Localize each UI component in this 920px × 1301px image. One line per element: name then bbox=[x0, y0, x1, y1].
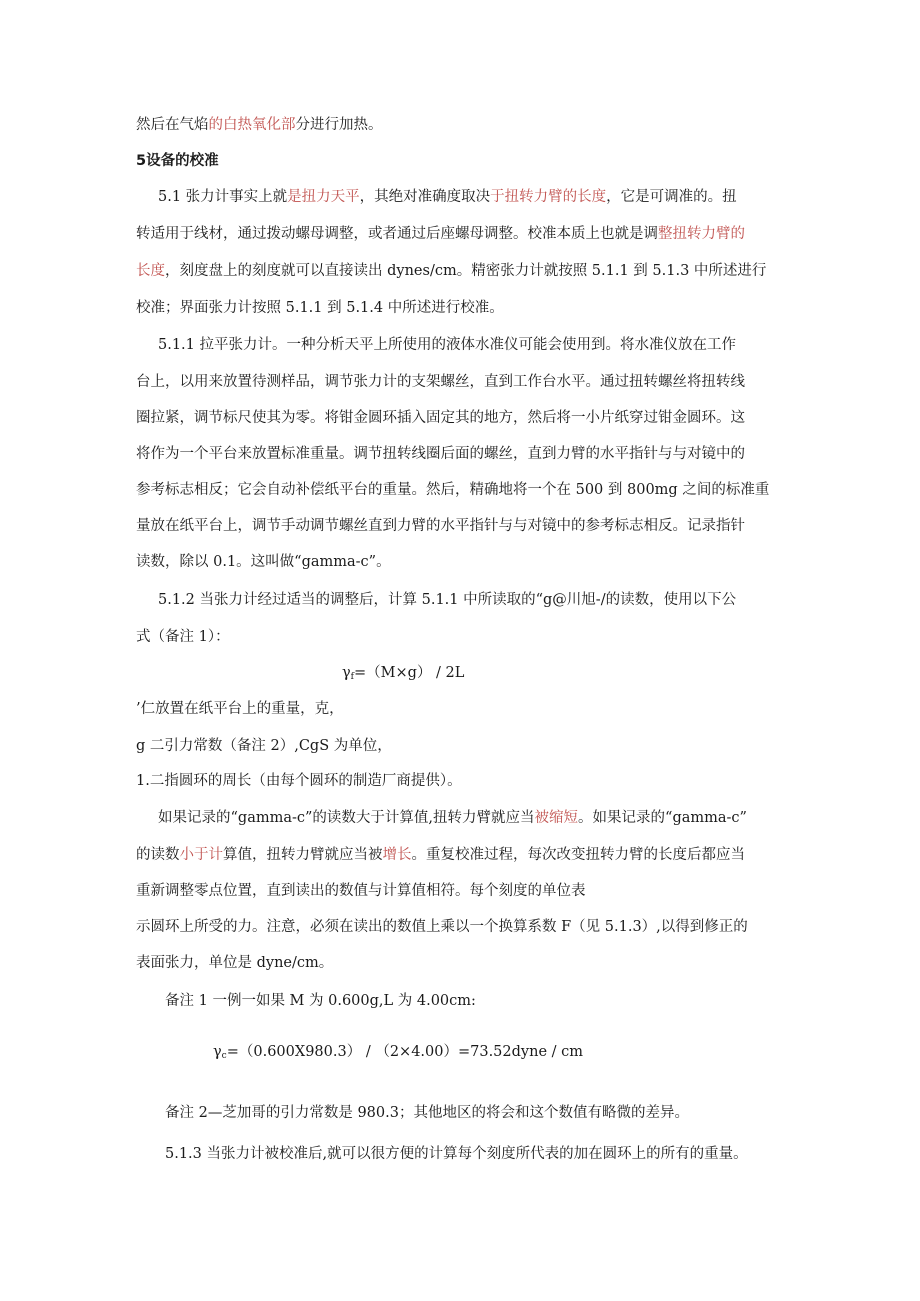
note-2-line: 备注 2—芝加哥的引力常数是 980.3；其他地区的将会和这个数值有略微的差异。 bbox=[165, 1105, 689, 1121]
highlight-span: 被缩短 bbox=[534, 810, 579, 826]
text-span: 的读数 bbox=[136, 847, 180, 863]
formula-subscript: f bbox=[350, 672, 355, 682]
text-span: 然后在气焰 bbox=[136, 117, 209, 133]
para-5-1-line-4: 校准；界面张力计按照 5.1.1 到 5.1.4 中所述进行校准。 bbox=[136, 300, 504, 316]
para-if-line-3: 重新调整零点位置，直到读出的数值与计算值相符。每个刻度的单位表 bbox=[136, 883, 586, 899]
text-span: 转适用于线材，通过拨动螺母调整，或者通过后座螺母调整。校准本质上也就是调 bbox=[136, 226, 658, 242]
para-5-1-1-line-1: 5.1.1 拉平张力计。一种分析天平上所使用的液体水准仪可能会使用到。将水准仪放在工作 bbox=[158, 337, 736, 353]
para-5-1-2-line-2: 式（备注 1）： bbox=[136, 629, 230, 645]
formula-body: =（M×g） / 2L bbox=[354, 665, 465, 681]
note-1-line: 备注 1 一例一如果 M 为 0.600g,L 为 4.00cm: bbox=[165, 993, 476, 1009]
highlight-span: 小于计 bbox=[179, 847, 223, 863]
text-span: 算值，扭转力臂就应当被 bbox=[223, 847, 383, 863]
formula-body: =（0.600X980.3） / （2×4.00）=73.52dyne / cm bbox=[226, 1044, 584, 1060]
formula-symbol: γ bbox=[342, 665, 351, 681]
text-span: 分进行加热。 bbox=[295, 117, 383, 133]
highlight-span: 长度 bbox=[136, 263, 165, 279]
formula-symbol: γ bbox=[213, 1044, 222, 1060]
formula-gamma-c bbox=[213, 1042, 583, 1066]
text-span: 。如果记录的“gamma-c” bbox=[578, 810, 747, 826]
para-5-1-line-3 bbox=[136, 261, 766, 281]
intro-line bbox=[136, 115, 383, 135]
highlight-span: 增长 bbox=[382, 847, 412, 863]
highlight-span: 是扭力天平 bbox=[287, 189, 360, 205]
text-span: ，其绝对准确度取决 bbox=[359, 189, 491, 205]
para-5-1-1-line-4: 将作为一个平台来放置标准重量。调节扭转线圈后面的螺丝，直到力臂的水平指针与与对镜中的 bbox=[136, 446, 745, 462]
highlight-span: 的白热氧化部 bbox=[208, 117, 296, 133]
para-5-1-1-line-5: 参考标志相反；它会自动补偿纸平台的重量。然后，精确地将一个在 500 到 800mg 之间的标准重 bbox=[136, 482, 770, 498]
para-if-line-2 bbox=[136, 845, 745, 865]
para-if-line-5: 表面张力，单位是 dyne/cm。 bbox=[136, 955, 334, 971]
para-5-1-1-line-6: 量放在纸平台上，调节手动调节螺丝直到力臂的水平指针与与对镜中的参考标志相反。记录指针 bbox=[136, 518, 745, 534]
para-5-1-1-line-7: 读数，除以 0.1。这叫做“gamma-c”。 bbox=[136, 554, 391, 570]
para-5-1-2-line-1: 5.1.2 当张力计经过适当的调整后，计算 5.1.1 中所读取的“g@川旭-/的读数，使用以下公 bbox=[158, 592, 737, 608]
para-5-1-3-line: 5.1.3 当张力计被校准后,就可以很方便的计算每个刻度所代表的加在圆环上的所有的重量。 bbox=[165, 1146, 748, 1162]
formula-gamma-f bbox=[342, 663, 464, 687]
para-5-1-line-2 bbox=[136, 224, 745, 244]
highlight-span: 于扭转力臂的长度 bbox=[490, 189, 607, 205]
definition-g: g 二引力常数（备注 2）,CgS 为单位， bbox=[136, 738, 392, 754]
text-span: ，刻度盘上的刻度就可以直接读出 dynes/cm。精密张力计就按照 5.1.1 到 5.1.3 中所述进行 bbox=[165, 263, 767, 279]
para-if-line-4: 示圆环上所受的力。注意，必须在读出的数值上乘以一个换算系数 F（见 5.1.3）,以得到修正的 bbox=[136, 919, 748, 935]
section-heading: 5设备的校准 bbox=[136, 153, 219, 169]
text-span: 5.1 张力计事实上就 bbox=[158, 189, 288, 205]
para-5-1-1-line-3: 圈拉紧，调节标尺使其为零。将钳金圆环插入固定其的地方，然后将一小片纸穿过钳金圆环。这 bbox=[136, 410, 745, 426]
definition-m: ’仁放置在纸平台上的重量，克， bbox=[136, 701, 344, 717]
definition-l: 1.二指圆环的周长（由每个圆环的制造厂商提供）。 bbox=[136, 773, 462, 789]
formula-subscript: c bbox=[221, 1051, 227, 1061]
para-5-1-line-1 bbox=[158, 187, 737, 207]
text-span: ，它是可调准的。扭 bbox=[606, 189, 737, 205]
text-span: 。重复校准过程，每次改变扭转力臂的长度后都应当 bbox=[411, 847, 745, 863]
highlight-span: 整扭转力臂的 bbox=[658, 226, 745, 242]
para-if-line-1 bbox=[158, 808, 747, 828]
para-5-1-1-line-2: 台上，以用来放置待测样品，调节张力计的支架螺丝，直到工作台水平。通过扭转螺丝将扭转线 bbox=[136, 374, 745, 390]
text-span: 如果记录的“gamma-c”的读数大于计算值,扭转力臂就应当 bbox=[158, 810, 535, 826]
